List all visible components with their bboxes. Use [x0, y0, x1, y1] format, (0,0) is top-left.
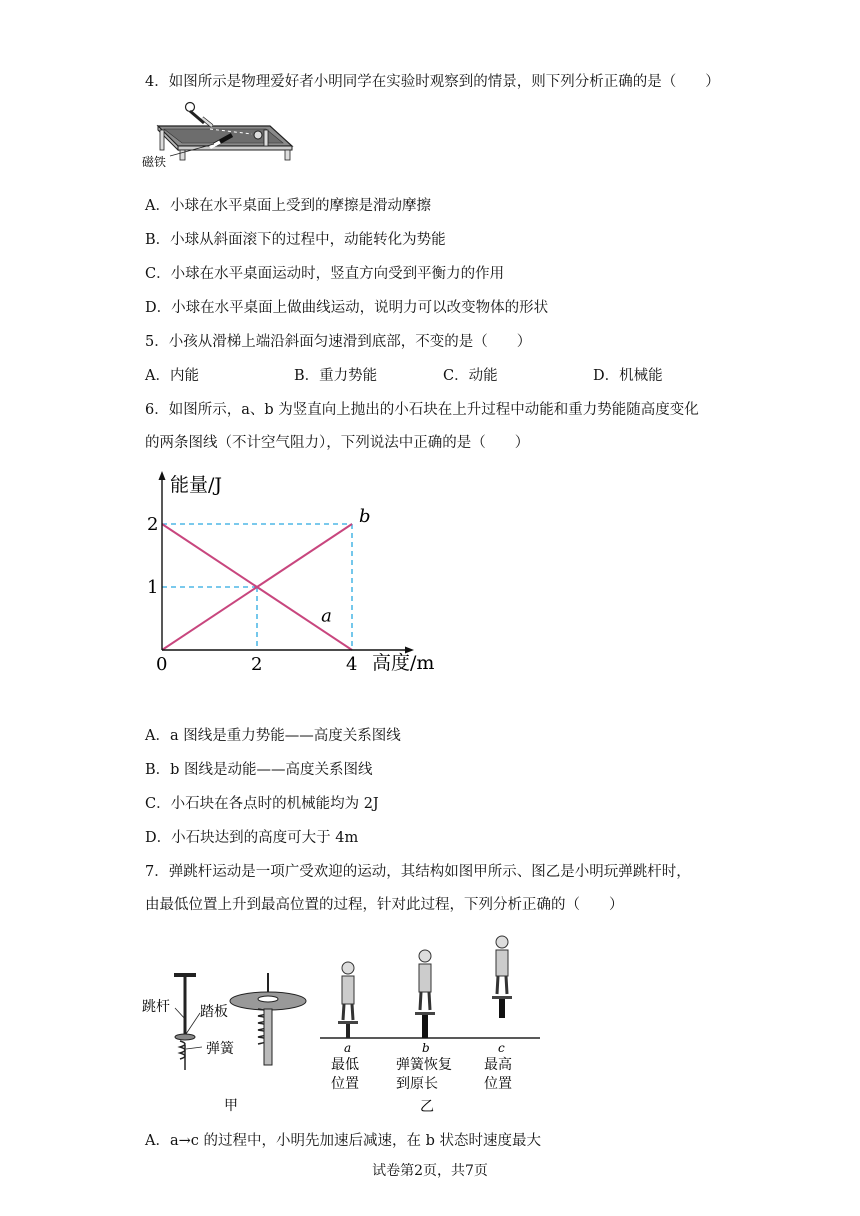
spring-label: 弹簧: [206, 1041, 234, 1057]
q4-option-b: B．小球从斜面滚下的过程中，动能转化为势能: [145, 232, 446, 248]
energy-height-chart: [140, 465, 450, 680]
q6-option-a: A．a 图线是重力势能——高度关系图线: [145, 728, 401, 744]
q5-option-b: B．重力势能: [294, 368, 378, 384]
q7-option-a: A．a→c 的过程中，小明先加速后减速，在 b 状态时速度最大: [145, 1133, 541, 1149]
state-a-line1: 最低: [331, 1057, 359, 1073]
person-spring-natural: [415, 950, 435, 1038]
q4-option-d: D．小球在水平桌面上做曲线运动，说明力可以改变物体的形状: [145, 300, 549, 316]
state-a-letter: a: [344, 1041, 352, 1055]
q4-figure: [140, 98, 310, 178]
figure-b-caption: 乙: [420, 1099, 434, 1115]
q5-stem: 5．小孩从滑梯上端沿斜面匀速滑到底部，不变的是（ ）: [145, 334, 532, 350]
pole-label: 跳杆: [142, 999, 170, 1015]
q5-option-a: A．内能: [145, 368, 199, 384]
x-axis-label: 高度/m: [372, 652, 435, 674]
pogo-stick-figure-b: [318, 928, 548, 1118]
table-image: [158, 103, 292, 161]
q7-stem-line1: 7．弹跳杆运动是一项广受欢迎的运动，其结构如图甲所示、图乙是小明玩弹跳杆时，: [145, 864, 691, 880]
state-c-line2: 位置: [484, 1076, 512, 1092]
q7-stem-line2: 由最低位置上升到最高位置的过程，针对此过程，下列分析正确的（ ）: [145, 897, 624, 913]
figure-a-caption: 甲: [224, 1098, 238, 1114]
q6-option-c: C．小石块在各点时的机械能均为 2J: [145, 796, 379, 812]
y-axis-arrow: [159, 471, 166, 480]
magnet-label: 磁铁: [142, 155, 167, 169]
q5-option-d: D．机械能: [593, 368, 663, 384]
state-c-line1: 最高: [484, 1057, 512, 1073]
page-footer: 试卷第2页，共7页: [372, 1163, 488, 1179]
q5-option-c: C．动能: [443, 368, 498, 384]
state-a-line2: 位置: [331, 1076, 359, 1092]
series-label-b: b: [359, 506, 371, 527]
pedal-label: 踏板: [200, 1004, 228, 1020]
pogo-structure-small: [174, 973, 196, 1070]
y-tick-label-2: 2: [147, 514, 159, 535]
pogo-stick-figure-a: [140, 965, 310, 1115]
y-axis-label: 能量/J: [170, 474, 223, 496]
state-b-line1: 弹簧恢复: [396, 1057, 452, 1073]
x-tick-label-0: 0: [156, 654, 168, 675]
x-tick-label-2: 2: [251, 654, 263, 675]
q6-option-b: B．b 图线是动能——高度关系图线: [145, 762, 373, 778]
q6-stem-line2: 的两条图线（不计空气阻力），下列说法中正确的是（ ）: [145, 435, 530, 451]
state-c-letter: c: [498, 1041, 505, 1055]
q6-option-d: D．小石块达到的高度可大于 4m: [145, 830, 359, 846]
person-lowest: [338, 962, 358, 1038]
series-label-a: a: [321, 605, 332, 627]
person-highest: [492, 936, 512, 1018]
state-b-line2: 到原长: [396, 1076, 438, 1092]
pogo-structure-large: [230, 973, 306, 1065]
state-b-letter: b: [422, 1041, 430, 1055]
x-tick-label-4: 4: [346, 654, 358, 675]
q4-option-c: C．小球在水平桌面运动时，竖直方向受到平衡力的作用: [145, 266, 505, 282]
q4-stem: 4．如图所示是物理爱好者小明同学在实验时观察到的情景，则下列分析正确的是（ ）: [145, 74, 720, 90]
q4-option-a: A．小球在水平桌面上受到的摩擦是滑动摩擦: [145, 198, 431, 214]
q6-stem-line1: 6．如图所示，a、b 为竖直向上抛出的小石块在上升过程中动能和重力势能随高度变化: [145, 402, 699, 418]
y-tick-label-1: 1: [147, 577, 159, 598]
